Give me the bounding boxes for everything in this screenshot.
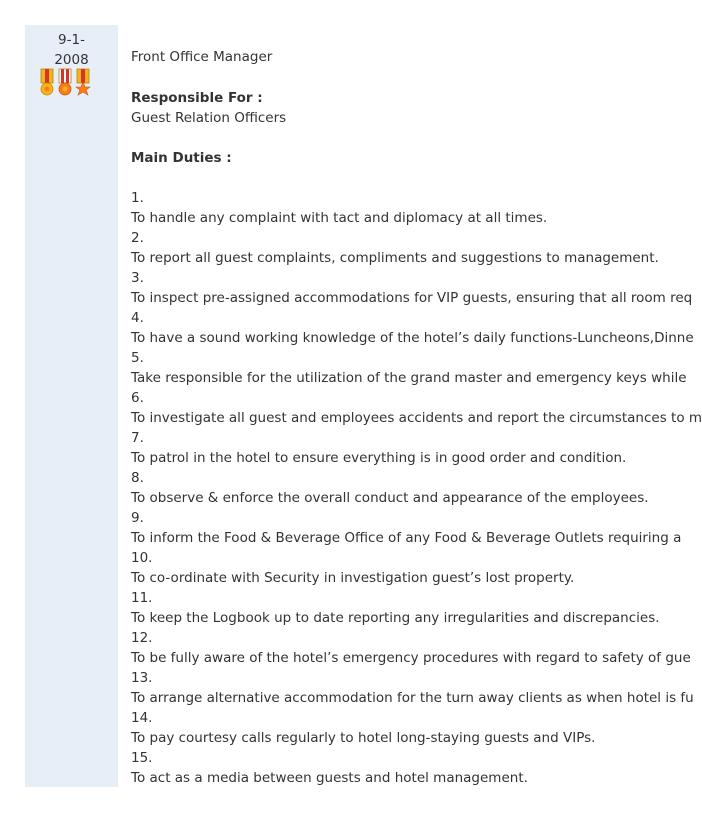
duty-number: 4. bbox=[131, 310, 144, 326]
duty-number: 14. bbox=[131, 710, 153, 726]
duty-number: 1. bbox=[131, 190, 144, 206]
duty-item bbox=[131, 348, 687, 388]
duty-item bbox=[131, 268, 693, 308]
duty-number: 6. bbox=[131, 390, 144, 406]
duty-item bbox=[131, 468, 649, 508]
duty-text: To patrol in the hotel to ensure everything is in good order and condition. bbox=[131, 450, 627, 466]
entry-date bbox=[25, 30, 118, 70]
duty-number: 11. bbox=[131, 590, 153, 606]
duty-number: 15. bbox=[131, 750, 153, 766]
duty-number: 10. bbox=[131, 550, 153, 566]
duty-item bbox=[131, 548, 638, 588]
duty-number: 8. bbox=[131, 470, 144, 486]
date-column bbox=[25, 25, 118, 787]
duty-text: To handle any complaint with tact and diplomacy at all times. bbox=[131, 210, 548, 226]
duty-text: To investigate all guest and employees accidents and report the circumstances to m bbox=[131, 410, 702, 426]
medals-icon bbox=[40, 68, 90, 98]
responsible-value: Guest Relation Officers bbox=[131, 110, 287, 126]
duties-label: Main Duties : bbox=[131, 150, 232, 166]
duty-number: 7. bbox=[131, 430, 144, 446]
duty-item bbox=[131, 588, 660, 628]
responsible-label: Responsible For : bbox=[131, 90, 263, 106]
duty-text: To inform the Food & Beverage Office of any Food & Beverage Outlets requiring a bbox=[131, 530, 682, 546]
duty-text: To pay courtesy calls regularly to hotel long-staying guests and VIPs. bbox=[131, 730, 596, 746]
duty-number: 2. bbox=[131, 230, 144, 246]
duty-text: To be fully aware of the hotel’s emergency procedures with regard to safety of gue bbox=[131, 650, 691, 666]
duty-item bbox=[131, 708, 638, 748]
duty-item bbox=[131, 428, 638, 468]
entry-date-line: 2008 bbox=[54, 52, 89, 68]
duty-text: To observe & enforce the overall conduct and appearance of the employees. bbox=[131, 490, 649, 506]
duty-text: To co-ordinate with Security in investigation guest’s lost property. bbox=[131, 570, 575, 586]
duty-number: 9. bbox=[131, 510, 144, 526]
duty-number: 13. bbox=[131, 670, 153, 686]
duty-item bbox=[131, 668, 694, 708]
duty-number: 12. bbox=[131, 630, 153, 646]
duty-text: To act as a media between guests and hotel management. bbox=[131, 770, 528, 786]
duty-text: To inspect pre-assigned accommodations for VIP guests, ensuring that all room req bbox=[131, 290, 693, 306]
duty-item bbox=[131, 308, 694, 348]
duty-number: 5. bbox=[131, 350, 144, 366]
duty-item bbox=[131, 188, 638, 228]
duty-text: To arrange alternative accommodation for the turn away clients as when hotel is fu bbox=[131, 690, 694, 706]
duty-number: 3. bbox=[131, 270, 144, 286]
duty-text: Take responsible for the utilization of the grand master and emergency keys while bbox=[131, 370, 687, 386]
duties-list bbox=[131, 188, 702, 788]
duty-text: To report all guest complaints, compliments and suggestions to management. bbox=[131, 250, 659, 266]
job-title: Front Office Manager bbox=[131, 49, 273, 65]
duty-item bbox=[131, 388, 702, 428]
entry-content bbox=[131, 47, 702, 788]
duty-item bbox=[131, 508, 682, 548]
duty-text: To have a sound working knowledge of the hotel’s daily functions-Luncheons,Dinne bbox=[131, 330, 694, 346]
duty-item bbox=[131, 228, 659, 268]
duty-item bbox=[131, 628, 691, 668]
duty-item bbox=[131, 748, 638, 788]
duty-text: To keep the Logbook up to date reporting any irregularities and discrepancies. bbox=[131, 610, 660, 626]
entry-date-line: 9-1- bbox=[58, 32, 85, 48]
